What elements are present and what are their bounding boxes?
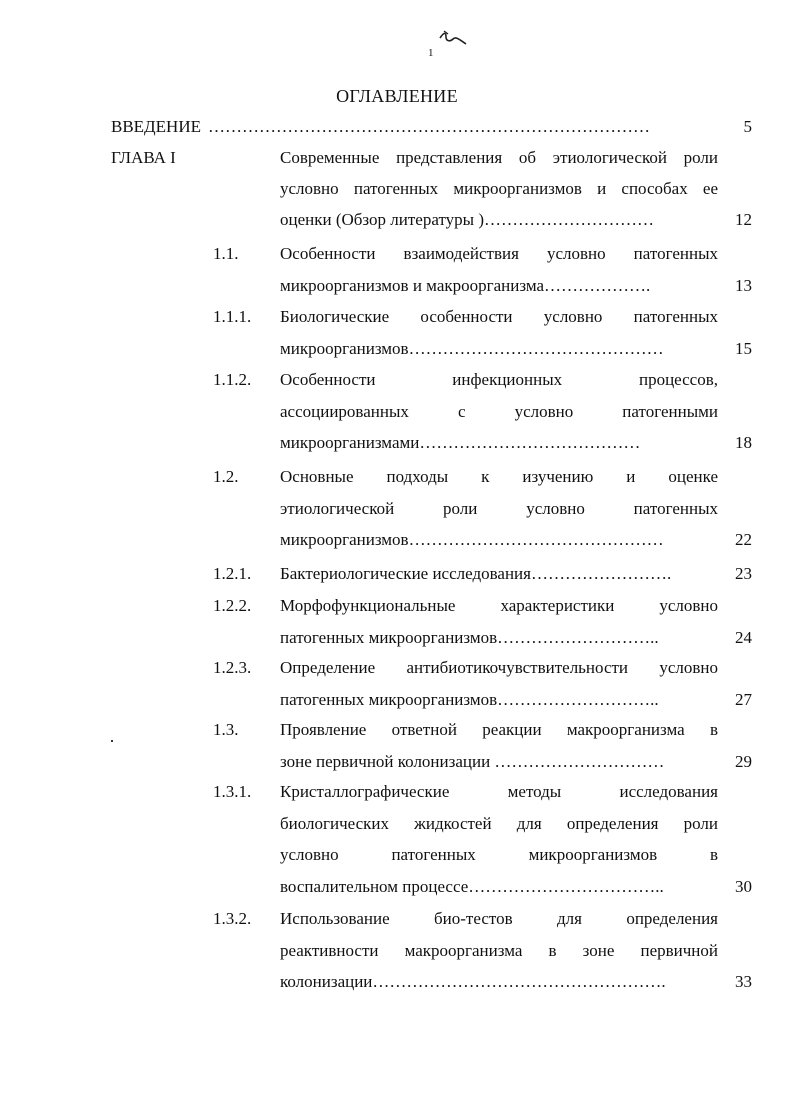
chapter-title-line: Современные представления об этиологической роли xyxy=(280,148,718,167)
section-title-last: микроорганизмов……………………………………… xyxy=(280,530,664,549)
section-title-line: Определение антибиотикочувствительности условно xyxy=(280,658,718,677)
section-page: 29 xyxy=(735,751,752,771)
intro-label: ВВЕДЕНИЕ xyxy=(111,117,201,136)
section-page: 18 xyxy=(735,433,752,452)
section-number: 1.1.1. xyxy=(213,307,252,326)
section-number: 1.1.2. xyxy=(213,370,252,389)
section-title-line: этиологической роли условно патогенных xyxy=(280,498,718,518)
section-title-last: микроорганизмами………………………………… xyxy=(280,433,641,452)
section-title-line: Морфофункциональные характеристики условно xyxy=(280,596,718,615)
section-number: 1.2.1. xyxy=(213,564,252,583)
section-title-line: Особенности взаимодействия условно патогенных xyxy=(280,244,718,263)
scan-speck xyxy=(111,740,113,742)
section-title-line: ассоциированных с условно патогенными xyxy=(280,401,718,421)
section-title-line: Основные подходы к изучению и оценке xyxy=(280,467,718,486)
section-page: 13 xyxy=(735,275,752,295)
signature-mark xyxy=(436,28,470,50)
section-number: 1.1. xyxy=(213,244,239,263)
chapter-title-last: оценки (Обзор литературы )………………………… xyxy=(280,210,654,229)
section-title-line: Проявление ответной реакции макроорганизма в xyxy=(280,720,718,739)
chapter-page: 12 xyxy=(735,210,752,229)
section-title-last: патогенных микроорганизмов……………………….. xyxy=(280,689,659,709)
chapter-label: ГЛАВА I xyxy=(111,148,176,167)
section-number: 1.2. xyxy=(213,467,239,486)
section-page: 30 xyxy=(735,876,752,896)
section-page: 33 xyxy=(735,972,752,991)
chapter-title-line: условно патогенных микроорганизмов и способах ее xyxy=(280,179,718,198)
section-title-line: Особенности инфекционных процессов, xyxy=(280,370,718,389)
section-title-last: зоне первичной колонизации ………………………… xyxy=(280,751,665,771)
section-page: 15 xyxy=(735,338,752,358)
section-page: 23 xyxy=(735,564,752,583)
intro-dots: …………………………………………………………………… xyxy=(208,117,650,136)
section-page: 24 xyxy=(735,627,752,647)
section-number: 1.3.2. xyxy=(213,909,252,928)
section-page: 27 xyxy=(735,689,752,709)
section-number: 1.3. xyxy=(213,720,239,739)
section-title-line: Биологические особенности условно патогенных xyxy=(280,307,718,326)
section-title-line: условно патогенных микроорганизмов в xyxy=(280,845,718,864)
section-title-last: патогенных микроорганизмов……………………….. xyxy=(280,627,659,647)
intro-page: 5 xyxy=(743,117,752,136)
section-page: 22 xyxy=(735,530,752,549)
section-number: 1.2.3. xyxy=(213,658,252,677)
section-title-last: микроорганизмов и макроорганизма………………. xyxy=(280,275,651,295)
section-title-line: Использование био-тестов для определения xyxy=(280,909,718,928)
page-title: ОГЛАВЛЕНИЕ xyxy=(336,86,458,106)
section-number: 1.3.1. xyxy=(213,782,252,801)
section-title-last: колонизации……………………………………………. xyxy=(280,972,666,991)
section-title-line: Кристаллографические методы исследования xyxy=(280,782,718,801)
section-title-last: микроорганизмов……………………………………… xyxy=(280,338,664,358)
section-title-line: реактивности макроорганизма в зоне первичной xyxy=(280,940,718,960)
section-title-last: воспалительном процессе…………………………….. xyxy=(280,876,664,896)
page-number: 1 xyxy=(428,47,434,59)
section-number: 1.2.2. xyxy=(213,596,252,615)
section-title-line: биологических жидкостей для определения роли xyxy=(280,813,718,833)
section-title-last: Бактериологические исследования……………………. xyxy=(280,564,672,583)
